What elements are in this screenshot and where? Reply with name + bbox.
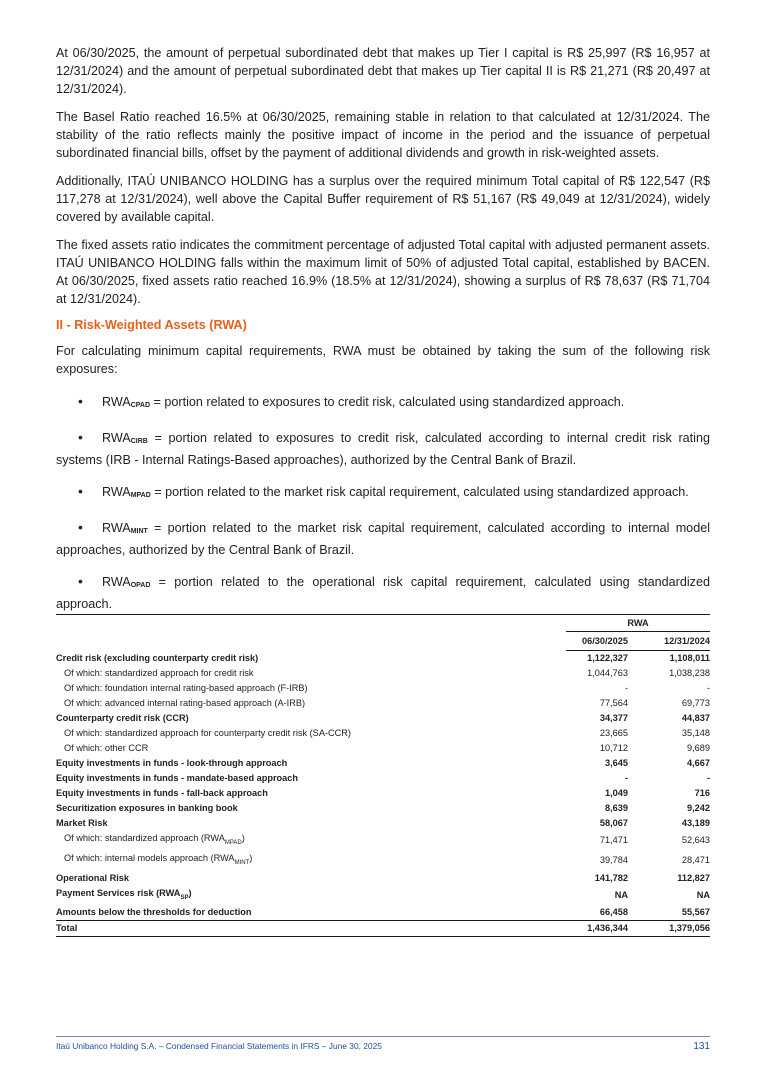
bullet-icon: • [78,573,83,589]
table-row [56,696,710,711]
total-2025: 1,436,344 [566,921,628,937]
row-label: Equity investments in funds - look-through approach [56,758,288,768]
value-2024: 43,189 [681,818,710,828]
value-2025: 34,377 [599,713,628,723]
value-2024: 35,148 [681,728,710,738]
row-label: Credit risk (excluding counterparty credit risk) [56,652,259,663]
bullet-subscript: OPAD [130,582,151,589]
rwa-table [56,615,710,937]
table-row [56,681,710,696]
bullet-prefix: RWA [102,521,131,535]
value-2025: 23,665 [599,728,628,738]
row-label: Equity investments in funds - fall-back approach [56,788,268,798]
bullet-mpad [56,482,710,505]
table-row [56,741,710,756]
bullet-subscript: MINT [130,528,148,535]
value-2024: 9,242 [687,803,710,813]
document-body [56,44,710,626]
value-2024: - [706,683,710,693]
bullet-subscript: MPAD [130,492,151,499]
rwa-group-header: RWA [566,615,710,632]
footer-text: Itaú Unibanco Holding S.A. – Condensed Financial Statements in IFRS – June 30, 2025 [56,1041,382,1051]
row-label: Of which: other CCR [64,743,149,753]
value-2025: 66,458 [599,907,628,918]
value-2025: 141,782 [594,872,628,883]
paragraph-capital-surplus: Additionally, ITAÚ UNIBANCO HOLDING has a surplus over the required minimum Total capital of R$ 122,547 (R$ 117,278 at 12/31/2024), well above the Capital Buffer requirement of R$ 51,167 (R$ 49,049 at 12/31/2024), widely covered by available capital. [56,174,710,224]
value-2024: 55,567 [681,907,710,918]
value-2025: 77,564 [599,698,628,708]
value-2024: 1,038,238 [669,668,710,678]
table-row [56,871,710,886]
bullet-text: = portion related to exposures to credit risk, calculated using standardized approach. [150,395,625,409]
row-label: Of which: standardized approach $(RWA_{MPAD})$ [64,833,245,846]
bullet-prefix: RWA [102,395,131,409]
bullet-icon: • [78,429,83,445]
table-row [56,666,710,681]
page-footer [56,1036,710,1051]
bullet-mint [56,518,710,559]
table-column-header-row [56,632,710,651]
column-header-2025: 06/30/2025 [566,632,628,651]
section-intro: For calculating minimum capital requirements, RWA must be obtained by taking the sum of the following risk exposures: [56,344,710,376]
table-total-row [56,921,710,937]
value-2025: 1,122,327 [587,653,628,663]
bullet-icon: • [78,483,83,499]
table-row [56,771,710,786]
value-2025: 71,471 [599,835,628,846]
value-2024: 716 [694,788,710,798]
value-2025: NA [614,890,628,901]
row-label: Counterparty credit risk (CCR) [56,713,189,723]
value-2025: - [624,773,628,783]
value-2025: 39,784 [599,855,628,866]
column-header-2024: 12/31/2024 [648,632,710,651]
row-label: Payment Services risk $(RWA_{SP})$ [56,887,192,901]
bullet-list [56,392,710,613]
bullet-prefix: RWA [102,431,131,445]
bullet-cirb [56,428,710,469]
value-2024: 52,643 [681,835,710,846]
paragraph-fixed-assets: The fixed assets ratio indicates the commitment percentage of adjusted Total capital with adjusted permanent assets. ITAÚ UNIBANCO HOLDING falls within the maximum limit of 50% of adjusted Total capital, established by BACEN. At 06/30/2025, fixed assets ratio reached 16.9% (18.5% at 12/31/2024), showing a surplus of R$ 78,637 (R$ 71,704 at 12/31/2024). [56,238,710,306]
bullet-subscript: CIRB [130,438,148,445]
value-2025: 3,645 [605,758,628,768]
table-row [56,801,710,816]
bullet-prefix: RWA [102,485,131,499]
value-2024: 4,667 [687,758,710,768]
total-2024: 1,379,056 [648,921,710,937]
value-2025: 8,639 [605,803,628,813]
bullet-text: = portion related to exposures to credit risk, calculated according to internal credit risk rating systems (IRB - Internal Ratings-Based approaches), authorized by the Central Bank of Brazil. [56,431,710,467]
bullet-text: = portion related to the market risk capital requirement, calculated using standardized approach. [150,485,689,499]
paragraph-subordinated-debt: At 06/30/2025, the amount of perpetual subordinated debt that makes up Tier I capital is R$ 25,997 (R$ 16,957 at 12/31/2024) and the amount of perpetual subordinated debt that makes up Tier capital II is R$ 21,271 (R$ 20,497 at 12/31/2024). [56,46,710,96]
value-2024: 69,773 [681,698,710,708]
table-row [56,726,710,741]
bullet-cpad [56,392,710,415]
row-label: Market Risk [56,818,108,828]
bullet-icon: • [78,393,83,409]
section-title: II - Risk-Weighted Assets (RWA) [56,318,247,332]
value-2024: - [706,773,710,783]
row-label: Of which: internal models approach $(RWA_{MINT})$ [64,852,253,866]
value-2025: 10,712 [599,743,628,753]
value-2025: 58,067 [599,818,628,828]
row-label: Of which: standardized approach for counterparty credit risk (SA-CCR) [64,728,351,738]
value-2024: NA [696,890,710,901]
bullet-prefix: RWA [102,575,131,589]
bullet-text: = portion related to the market risk capital requirement, calculated according to internal model approaches, authorized by the Central Bank of Brazil. [56,521,710,557]
value-2024: 44,837 [681,713,710,723]
bullet-text: = portion related to the operational risk capital requirement, calculated using standardized approach. [56,575,710,611]
row-label: Amounts below the thresholds for deduction [56,907,252,918]
row-label: Operational Risk [56,872,130,883]
value-2024: 112,827 [677,872,710,883]
value-2024: 28,471 [681,855,710,866]
value-2025: - [624,683,628,693]
row-label: Securitization exposures in banking book [56,803,238,813]
table-row [56,851,710,871]
row-label: Of which: standardized approach for credit risk [64,668,254,678]
row-label: Equity investments in funds - mandate-based approach [56,773,298,783]
row-label: Of which: foundation internal rating-based approach (F-IRB) [64,683,308,693]
paragraph-basel-ratio: The Basel Ratio reached 16.5% at 06/30/2025, remaining stable in relation to that calculated at 12/31/2024. The stability of the ratio reflects mainly the positive impact of income in the period and the issuance of perpetual subordinated financial bills, offset by the payment of additional dividends and growth in risk-weighted assets. [56,110,710,160]
table-row [56,886,710,906]
value-2024: 9,689 [687,743,710,753]
rwa-table-container [56,614,710,937]
table-row [56,711,710,726]
bullet-opad [56,572,710,613]
page-number: 131 [693,1041,710,1052]
table-group-header-row [56,615,710,632]
value-2025: 1,044,763 [587,668,628,678]
value-2024: 1,108,011 [669,653,710,663]
table-row [56,816,710,831]
table-row [56,786,710,801]
row-label: Of which: advanced internal rating-based approach (A-IRB) [64,698,306,708]
table-row [56,756,710,771]
table-row [56,905,710,921]
bullet-subscript: CPAD [130,402,151,409]
bullet-icon: • [78,519,83,535]
table-row [56,831,710,851]
value-2025: 1,049 [605,788,628,798]
table-row [56,651,710,667]
total-label: Total [56,921,566,937]
